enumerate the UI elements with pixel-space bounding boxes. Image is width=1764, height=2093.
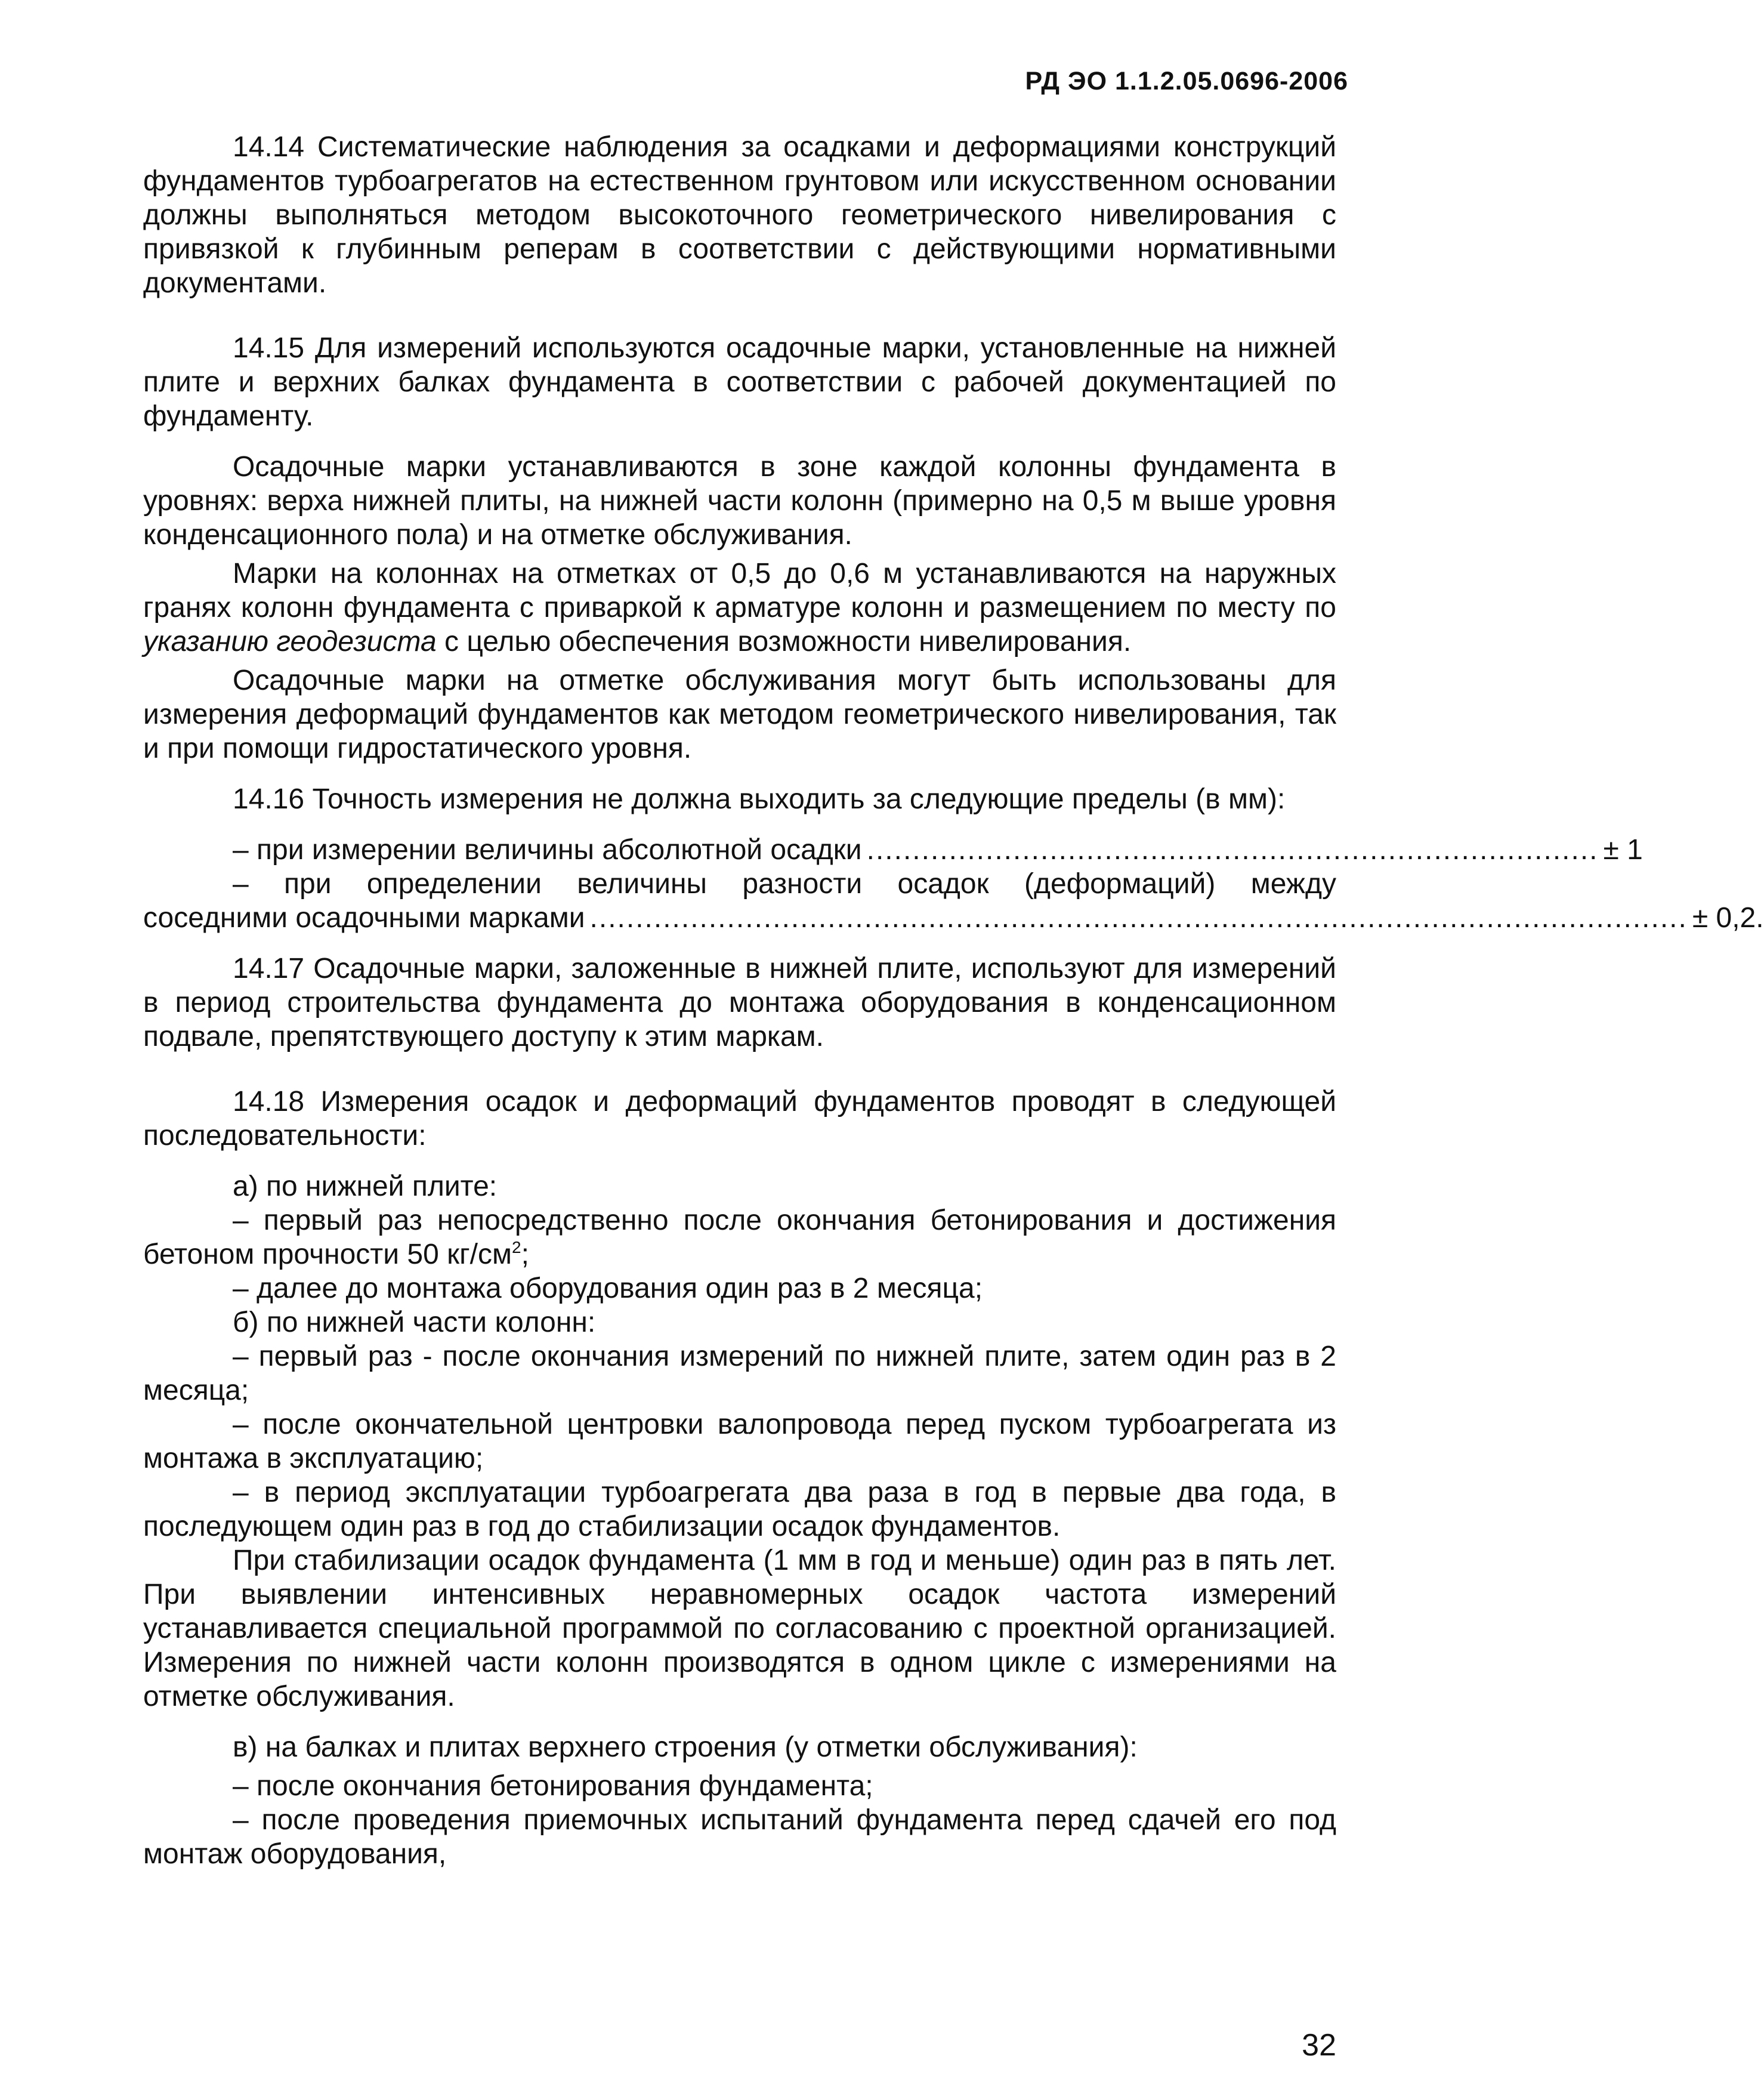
column-marks-text-italic: указанию геодезиста — [143, 626, 437, 657]
paragraph-column-marks — [143, 557, 1336, 659]
list-item-first-time: – первый раз непосредственно после окончания бетонирования и достижения бетоном прочности 50 $кг/см^2$; — [143, 1205, 1336, 1270]
paragraph-14-18: 14.18 Измерения осадок и деформаций фундаментов проводят в следующей последовательности: — [143, 1086, 1336, 1152]
accuracy-difference-value: ± 0,2. — [1692, 902, 1764, 934]
list-heading-a: а) по нижней плите: — [233, 1171, 498, 1202]
leader-dots: ................................................................................ — [866, 834, 1599, 866]
column-marks-text-a: Марки на колоннах на отметках от 0,5 до 0,6 м устанавливаются на наружных гранях колонн фундамента с приваркой к арматуре колонн и размещением по месту по — [143, 558, 1336, 623]
list-heading-b: б) по нижней части колонн: — [233, 1307, 596, 1338]
list-heading-v: в) на балках и плитах верхнего строения (у отметки обслуживания): — [233, 1731, 1138, 1763]
leader-dots: ........................................................................................................................ — [589, 902, 1688, 934]
document-body — [143, 130, 1764, 1871]
list-item-after-acceptance: – после проведения приемочных испытаний фундамента перед сдачей его под монтаж оборудования, — [143, 1804, 1336, 1870]
superscript: 2 — [511, 1238, 521, 1257]
accuracy-absolute-line — [143, 833, 1643, 867]
paragraph-14-14: 14.14 Систематические наблюдения за осадками и деформациями конструкций фундаментов турбоагрегатов на естественном грунтовом или искусственном основании должны выполняться методом высокоточного геометрического нивелирования с привязкой к глубинным реперам в соответствии с действующими нормативными документами. — [143, 131, 1336, 299]
paragraph-14-17: 14.17 Осадочные марки, заложенные в нижней плите, используют для измерений в период строительства фундамента до монтажа оборудования в конденсационном подвале, препятствующего доступу к этим маркам. — [143, 953, 1336, 1052]
accuracy-difference-line-1: – при определении величины разности осадок (деформаций) между — [233, 868, 1336, 900]
paragraph-14-15: 14.15 Для измерений используются осадочные марки, установленные на нижней плите и верхних балках фундамента в соответствии с рабочей документацией по фундаменту. — [143, 332, 1336, 432]
list-item-columns-first: – первый раз - после окончания измерений по нижней плите, затем один раз в 2 месяца; — [143, 1341, 1336, 1406]
column-marks-text-c: с целью обеспечения возможности нивелирования. — [436, 626, 1132, 657]
paragraph-settlement-marks-levels: Осадочные марки устанавливаются в зоне каждой колонны фундамента в уровнях: верха нижней плиты, на нижней части колонн (примерно на 0,5 м выше уровня конденсационного пола) и на отметке обслуживания. — [143, 451, 1336, 551]
accuracy-difference-line-2 — [143, 901, 1764, 935]
list-item-after-alignment: – после окончательной центровки валопровода перед пуском турбоагрегата из монтажа в эксплуатацию; — [143, 1409, 1336, 1474]
accuracy-absolute-value: ± 1 — [1603, 834, 1643, 866]
paragraph-stabilization: При стабилизации осадок фундамента (1 мм в год и меньше) один раз в пять лет. При выявлении интенсивных неравномерных осадок частота измерений устанавливается специальной программой по согласованию с проектной организацией. Измерения по нижней части колонн производятся в одном цикле с измерениями на отметке обслуживания. — [143, 1545, 1336, 1712]
list-item-after-concreting: – после окончания бетонирования фундамента; — [233, 1770, 873, 1802]
document-code-header: РД ЭО 1.1.2.05.0696-2006 — [1025, 67, 1348, 95]
list-item-operation: – в период эксплуатации турбоагрегата два раза в год в первые два года, в последующем один раз в год до стабилизации осадок фундаментов. — [143, 1477, 1336, 1542]
accuracy-absolute-text: – при измерении величины абсолютной осадки — [233, 834, 862, 866]
paragraph-service-level-marks: Осадочные марки на отметке обслуживания могут быть использованы для измерения деформаций фундаментов как методом геометрического нивелирования, так и при помощи гидростатического уровня. — [143, 665, 1336, 764]
paragraph-14-16: 14.16 Точность измерения не должна выходить за следующие пределы (в мм): — [233, 783, 1286, 815]
list-item-further: – далее до монтажа оборудования один раз в 2 месяца; — [233, 1273, 983, 1304]
accuracy-difference-text: соседними осадочными марками — [143, 902, 585, 934]
page-number: 32 — [1302, 2028, 1336, 2063]
